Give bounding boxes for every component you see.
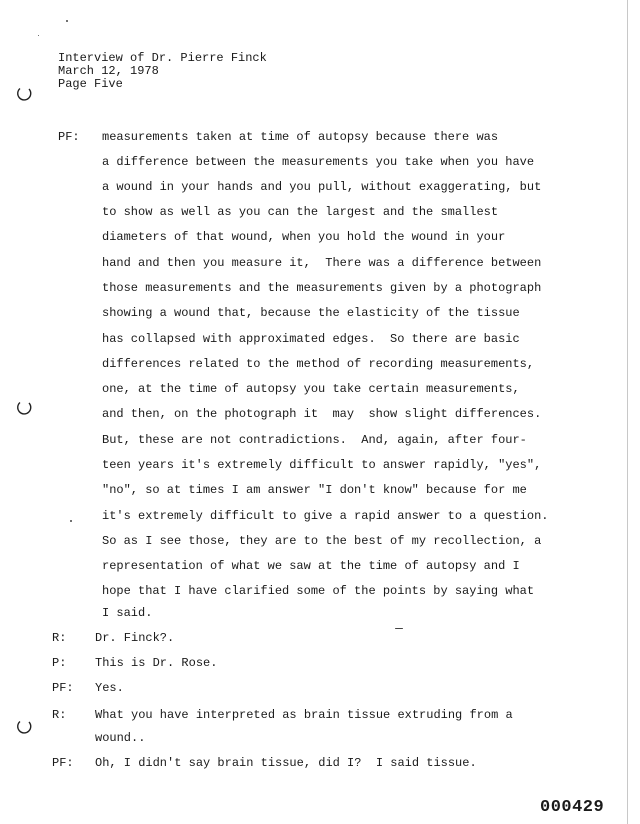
punch-hole-icon bbox=[16, 719, 32, 735]
transcript-line: teen years it's extremely difficult to answer rapidly, "yes", bbox=[102, 458, 542, 472]
scan-speck bbox=[38, 35, 39, 36]
transcript-line: measurements taken at time of autopsy because there was bbox=[102, 130, 499, 144]
header-title: Interview of Dr. Pierre Finck bbox=[58, 51, 267, 65]
transcript-line: has collapsed with approximated edges. So there are basic bbox=[102, 332, 520, 346]
transcript-line: and then, on the photograph it may show slight differences. bbox=[102, 407, 542, 421]
punch-hole-icon bbox=[16, 86, 32, 102]
header-date: March 12, 1978 bbox=[58, 64, 159, 78]
punch-hole-icon bbox=[16, 400, 32, 416]
scan-speck bbox=[70, 520, 72, 522]
header-page: Page Five bbox=[58, 77, 123, 91]
transcript-line: a difference between the measurements you take when you have bbox=[102, 155, 535, 169]
speaker-label: R: bbox=[52, 631, 67, 645]
transcript-line: Yes. bbox=[95, 681, 124, 695]
transcript-line: a wound in your hands and you pull, without exaggerating, but bbox=[102, 180, 542, 194]
transcript-line: showing a wound that, because the elasticity of the tissue bbox=[102, 306, 520, 320]
transcript-line: So as I see those, they are to the best of my recollection, a bbox=[102, 534, 542, 548]
transcript-line: But, these are not contradictions. And, again, after four- bbox=[102, 433, 527, 447]
transcript-line: one, at the time of autopsy you take certain measurements, bbox=[102, 382, 520, 396]
scan-speck bbox=[395, 628, 403, 629]
transcript-line: representation of what we saw at the time of autopsy and I bbox=[102, 559, 520, 573]
speaker-label: PF: bbox=[58, 130, 80, 144]
speaker-label: PF: bbox=[52, 756, 74, 770]
transcript-line: to show as well as you can the largest and the smallest bbox=[102, 205, 499, 219]
speaker-label: P: bbox=[52, 656, 67, 670]
transcript-line: wound.. bbox=[95, 731, 146, 745]
transcript-line: "no", so at times I am answer "I don't know" because for me bbox=[102, 483, 527, 497]
transcript-line: This is Dr. Rose. bbox=[95, 656, 218, 670]
transcript-line: it's extremely difficult to give a rapid answer to a question. bbox=[102, 509, 549, 523]
speaker-label: R: bbox=[52, 708, 67, 722]
page-edge bbox=[627, 0, 628, 824]
scan-speck bbox=[66, 20, 68, 22]
transcript-line: Dr. Finck?. bbox=[95, 631, 175, 645]
speaker-label: PF: bbox=[52, 681, 74, 695]
transcript-line: hand and then you measure it, There was a difference between bbox=[102, 256, 542, 270]
transcript-line: diameters of that wound, when you hold the wound in your bbox=[102, 230, 506, 244]
transcript-line: those measurements and the measurements given by a photograph bbox=[102, 281, 542, 295]
transcript-line: What you have interpreted as brain tissue extruding from a bbox=[95, 708, 513, 722]
transcript-line: differences related to the method of recording measurements, bbox=[102, 357, 535, 371]
transcript-line: hope that I have clarified some of the points by saying what bbox=[102, 584, 535, 598]
bates-number: 000429 bbox=[540, 798, 605, 817]
transcript-line: Oh, I didn't say brain tissue, did I? I said tissue. bbox=[95, 756, 477, 770]
transcript-line: I said. bbox=[102, 606, 153, 620]
document-header bbox=[58, 52, 267, 91]
